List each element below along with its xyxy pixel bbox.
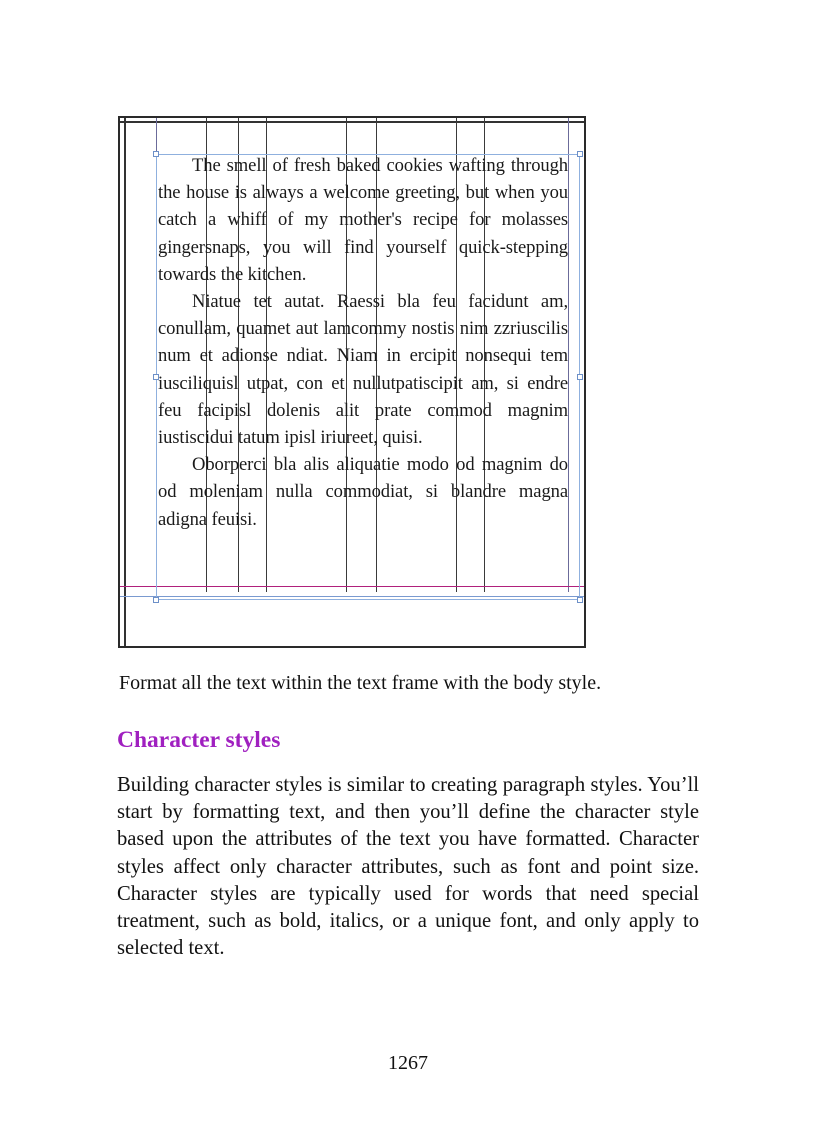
frame-handle[interactable] xyxy=(577,597,583,603)
frame-paragraph: The smell of fresh baked cookies wafting through the house is always a welcome greeting, but when you catch a whiff of my mother's recipe for molasses gingersnaps, you will find yourself quick-stepping towards the kitchen. xyxy=(158,155,568,285)
frame-handle[interactable] xyxy=(153,597,159,603)
frame-paragraph: Oborperci bla alis aliquatie modo od magnim do od moleniam nulla commodiat, si blandre magna adigna feuisi. xyxy=(158,454,568,530)
page-number: 1267 xyxy=(388,1052,428,1074)
frame-handle[interactable] xyxy=(577,374,583,380)
frame-paragraph: Niatue tet autat. Raessi bla feu facidunt am, conullam, quamet aut lamcommy nostis nim zzriuscilis num et adionse ndiat. Niam in ercipit nonsequi tem iusciliquisl utpat, con et nullutpatiscipit am, si endre feu facipisl dolenis alit prate commod magnim iustiscidui tatum ipisl iriureet, quisi. xyxy=(158,291,568,449)
figure-caption: Format all the text within the text frame with the body style. xyxy=(119,672,602,694)
section-body: Building character styles is similar to creating paragraph styles. You’ll start by formatting text, and then you’ll define the character style based upon the attributes of the text you have formatted. Character styles affect only character attributes, such as font and point size. Character styles are typically used for words that need special treatment, such as bold, italics, or a unique font, and only apply to selected text. xyxy=(117,774,699,960)
section-heading: Character styles xyxy=(117,727,281,753)
text-frame-screenshot xyxy=(118,116,586,648)
page-edge xyxy=(124,118,126,646)
frame-text xyxy=(158,152,568,533)
frame-handle[interactable] xyxy=(577,151,583,157)
page-edge-top xyxy=(120,121,584,123)
